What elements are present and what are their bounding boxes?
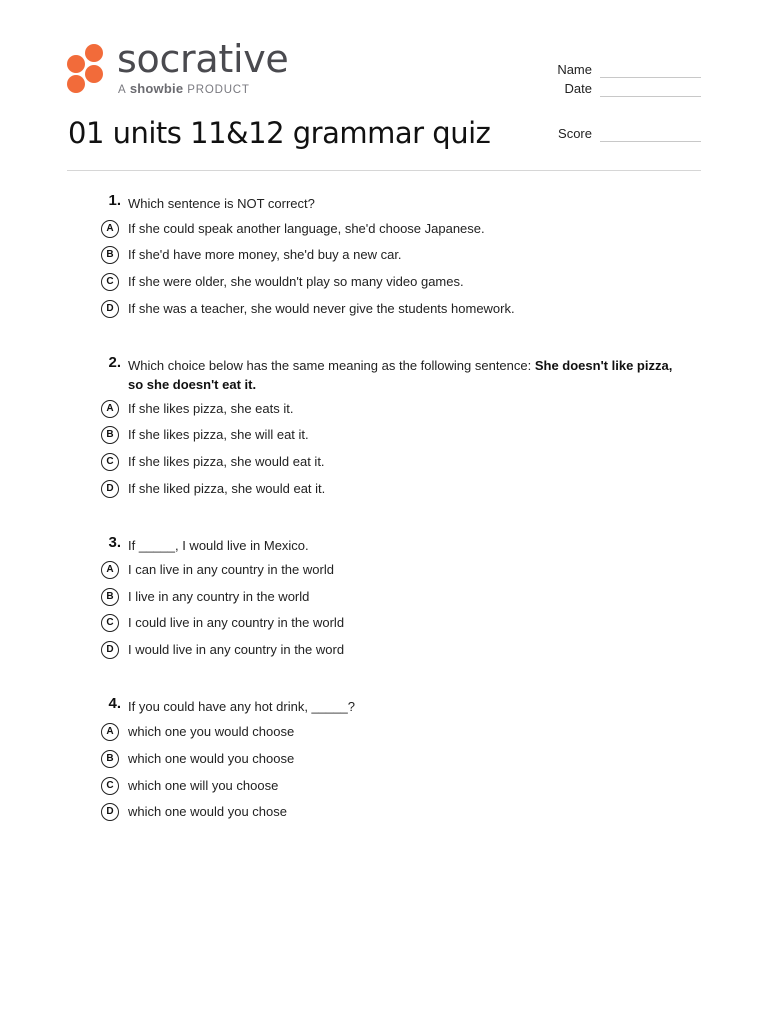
question-prompt: If _____, I would live in Mexico. [128, 538, 309, 553]
option-letter-circle-icon[interactable]: D [101, 300, 119, 318]
answer-option-b[interactable] [101, 750, 701, 770]
answer-option-a[interactable] [101, 561, 701, 581]
option-letter-circle-icon[interactable]: B [101, 588, 119, 606]
option-text: If she likes pizza, she would eat it. [128, 454, 325, 469]
question-number: 2. [108, 354, 121, 371]
header-divider [67, 170, 701, 171]
answer-option-d[interactable] [101, 300, 701, 320]
option-text: I live in any country in the world [128, 589, 310, 604]
brand-tagline [118, 81, 250, 96]
quiz-title: 01 units 11&12 grammar quiz [68, 116, 491, 150]
answer-option-b[interactable] [101, 588, 701, 608]
option-text: If she likes pizza, she eats it. [128, 401, 294, 416]
answer-option-c[interactable] [101, 453, 701, 473]
option-letter-circle-icon[interactable]: D [101, 803, 119, 821]
option-letter-circle-icon[interactable]: A [101, 561, 119, 579]
question-prompt: If you could have any hot drink, _____? [128, 699, 355, 714]
answer-option-b[interactable] [101, 246, 701, 266]
score-field[interactable] [551, 126, 701, 144]
option-letter-circle-icon[interactable]: C [101, 614, 119, 632]
hex-dot-icon [85, 65, 103, 83]
answer-option-c[interactable] [101, 614, 701, 634]
brand-tag-suffix: PRODUCT [187, 84, 250, 96]
date-line [600, 96, 701, 97]
option-text: If she'd have more money, she'd buy a new car. [128, 247, 402, 262]
option-letter-circle-icon[interactable]: D [101, 480, 119, 498]
score-label: Score [558, 126, 592, 141]
question-text [128, 536, 688, 555]
option-text: If she was a teacher, she would never give the students homework. [128, 301, 515, 316]
option-letter-circle-icon[interactable]: B [101, 750, 119, 768]
name-label: Name [557, 62, 592, 77]
question-number: 3. [108, 534, 121, 551]
option-text: I can live in any country in the world [128, 562, 334, 577]
question-text [128, 697, 688, 716]
option-text: If she could speak another language, she'd choose Japanese. [128, 221, 485, 236]
option-letter-circle-icon[interactable]: D [101, 641, 119, 659]
option-text: If she likes pizza, she will eat it. [128, 427, 309, 442]
hex-dot-icon [85, 44, 103, 62]
answer-option-d[interactable] [101, 641, 701, 661]
question-text [128, 194, 688, 213]
answer-option-d[interactable] [101, 803, 701, 823]
option-letter-circle-icon[interactable]: A [101, 220, 119, 238]
option-letter-circle-icon[interactable]: A [101, 400, 119, 418]
hex-dot-icon [67, 55, 85, 73]
option-text: which one will you choose [128, 778, 279, 793]
question-number: 4. [108, 695, 121, 712]
answer-option-a[interactable] [101, 400, 701, 420]
date-label: Date [564, 81, 592, 96]
date-field[interactable] [551, 81, 701, 99]
socrative-logo [67, 37, 307, 99]
answer-option-c[interactable] [101, 273, 701, 293]
answer-option-a[interactable] [101, 220, 701, 240]
question-text [128, 356, 688, 394]
question-prompt: Which choice below has the same meaning as the following sentence: [128, 358, 535, 373]
option-letter-circle-icon[interactable]: B [101, 246, 119, 264]
option-text: which one would you choose [128, 751, 295, 766]
option-letter-circle-icon[interactable]: A [101, 723, 119, 741]
option-text: I could live in any country in the world [128, 615, 345, 630]
question-number: 1. [108, 192, 121, 209]
score-line [600, 141, 701, 142]
answer-option-b[interactable] [101, 426, 701, 446]
option-text: which one you would choose [128, 724, 295, 739]
brand-tag-strong: showbie [129, 81, 184, 96]
brand-name: socrative [117, 37, 289, 81]
answer-option-c[interactable] [101, 777, 701, 797]
answer-option-d[interactable] [101, 480, 701, 500]
question-prompt: Which sentence is NOT correct? [128, 196, 315, 211]
option-letter-circle-icon[interactable]: B [101, 426, 119, 444]
option-letter-circle-icon[interactable]: C [101, 273, 119, 291]
name-line [600, 77, 701, 78]
question-prompt-bold: She doesn't like pizza, so she doesn't eat it. [128, 358, 673, 392]
hex-dot-icon [67, 75, 85, 93]
option-letter-circle-icon[interactable]: C [101, 453, 119, 471]
answer-option-a[interactable] [101, 723, 701, 743]
name-field[interactable] [551, 62, 701, 80]
option-text: which one would you chose [128, 804, 287, 819]
option-text: I would live in any country in the word [128, 642, 345, 657]
option-letter-circle-icon[interactable]: C [101, 777, 119, 795]
option-text: If she were older, she wouldn't play so many video games. [128, 274, 464, 289]
option-text: If she liked pizza, she would eat it. [128, 481, 326, 496]
brand-tag-prefix: A [118, 84, 126, 96]
